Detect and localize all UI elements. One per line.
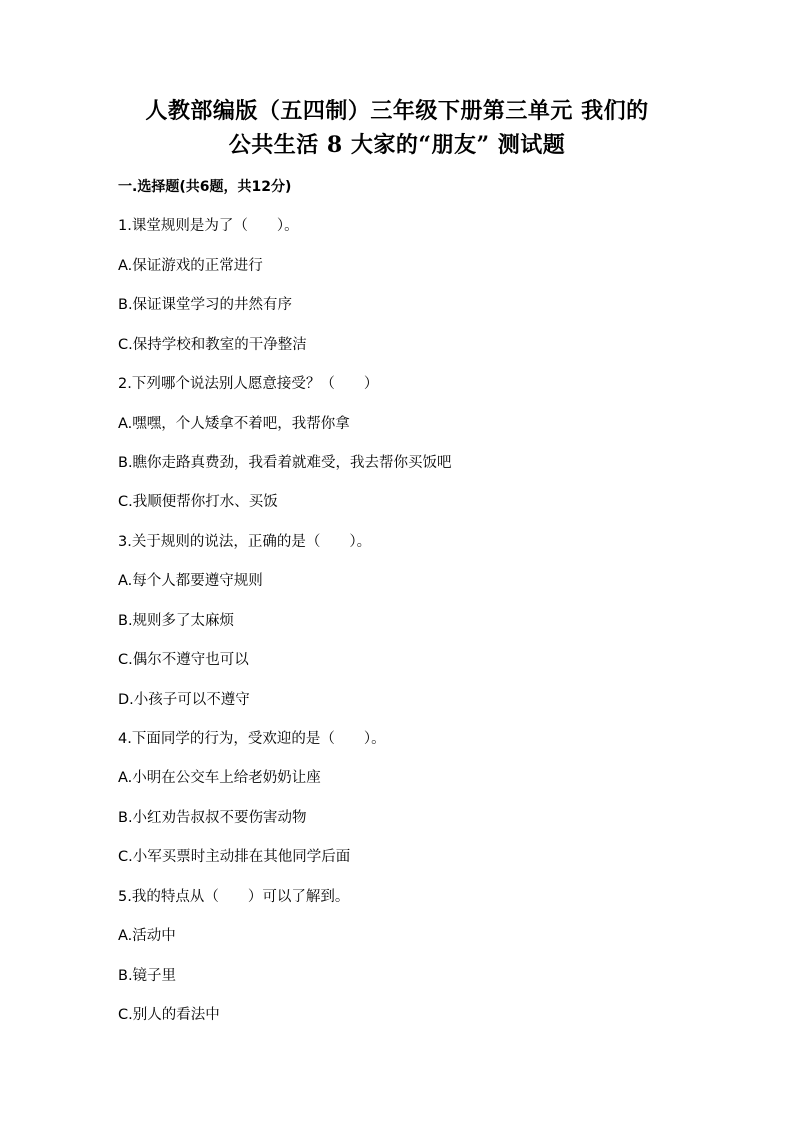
option-5c: C.别人的看法中 bbox=[118, 1007, 220, 1023]
option-3b: B.规则多了太麻烦 bbox=[118, 613, 235, 629]
document-title-line-2: 公共生活 8 大家的“朋友” 测试题 bbox=[228, 132, 566, 158]
option-4c: C.小军买票时主动排在其他同学后面 bbox=[118, 849, 351, 865]
question-4: 4.下面同学的行为，受欢迎的是（ ）。 bbox=[118, 731, 386, 747]
option-5b: B.镜子里 bbox=[118, 968, 177, 984]
option-1b: B.保证课堂学习的井然有序 bbox=[118, 297, 293, 313]
option-3a: A.每个人都要遵守规则 bbox=[118, 573, 263, 589]
option-4a: A.小明在公交车上给老奶奶让座 bbox=[118, 770, 321, 786]
option-5a: A.活动中 bbox=[118, 928, 176, 944]
option-2b: B.瞧你走路真费劲，我看着就难受，我去帮你买饭吧 bbox=[118, 455, 452, 471]
option-3d: D.小孩子可以不遵守 bbox=[118, 692, 250, 708]
option-4b: B.小红劝告叔叔不要伤害动物 bbox=[118, 810, 307, 826]
question-5: 5.我的特点从（ ）可以了解到。 bbox=[118, 889, 350, 905]
option-3c: C.偶尔不遵守也可以 bbox=[118, 652, 249, 668]
option-1c: C.保持学校和教室的干净整洁 bbox=[118, 337, 307, 353]
question-3: 3.关于规则的说法，正确的是（ ）。 bbox=[118, 534, 372, 550]
option-2c: C.我顺便帮你打水、买饭 bbox=[118, 494, 278, 510]
option-2a: A.嘿嘿，个人矮拿不着吧，我帮你拿 bbox=[118, 416, 350, 432]
option-1a: A.保证游戏的正常进行 bbox=[118, 258, 263, 274]
question-2: 2.下列哪个说法别人愿意接受？（ ） bbox=[118, 376, 379, 392]
document-title-line-1: 人教部编版（五四制）三年级下册第三单元 我们的 bbox=[145, 98, 649, 124]
question-1: 1.课堂规则是为了（ ）。 bbox=[118, 218, 299, 234]
section-heading: 一.选择题(共6题，共12分) bbox=[118, 179, 292, 195]
